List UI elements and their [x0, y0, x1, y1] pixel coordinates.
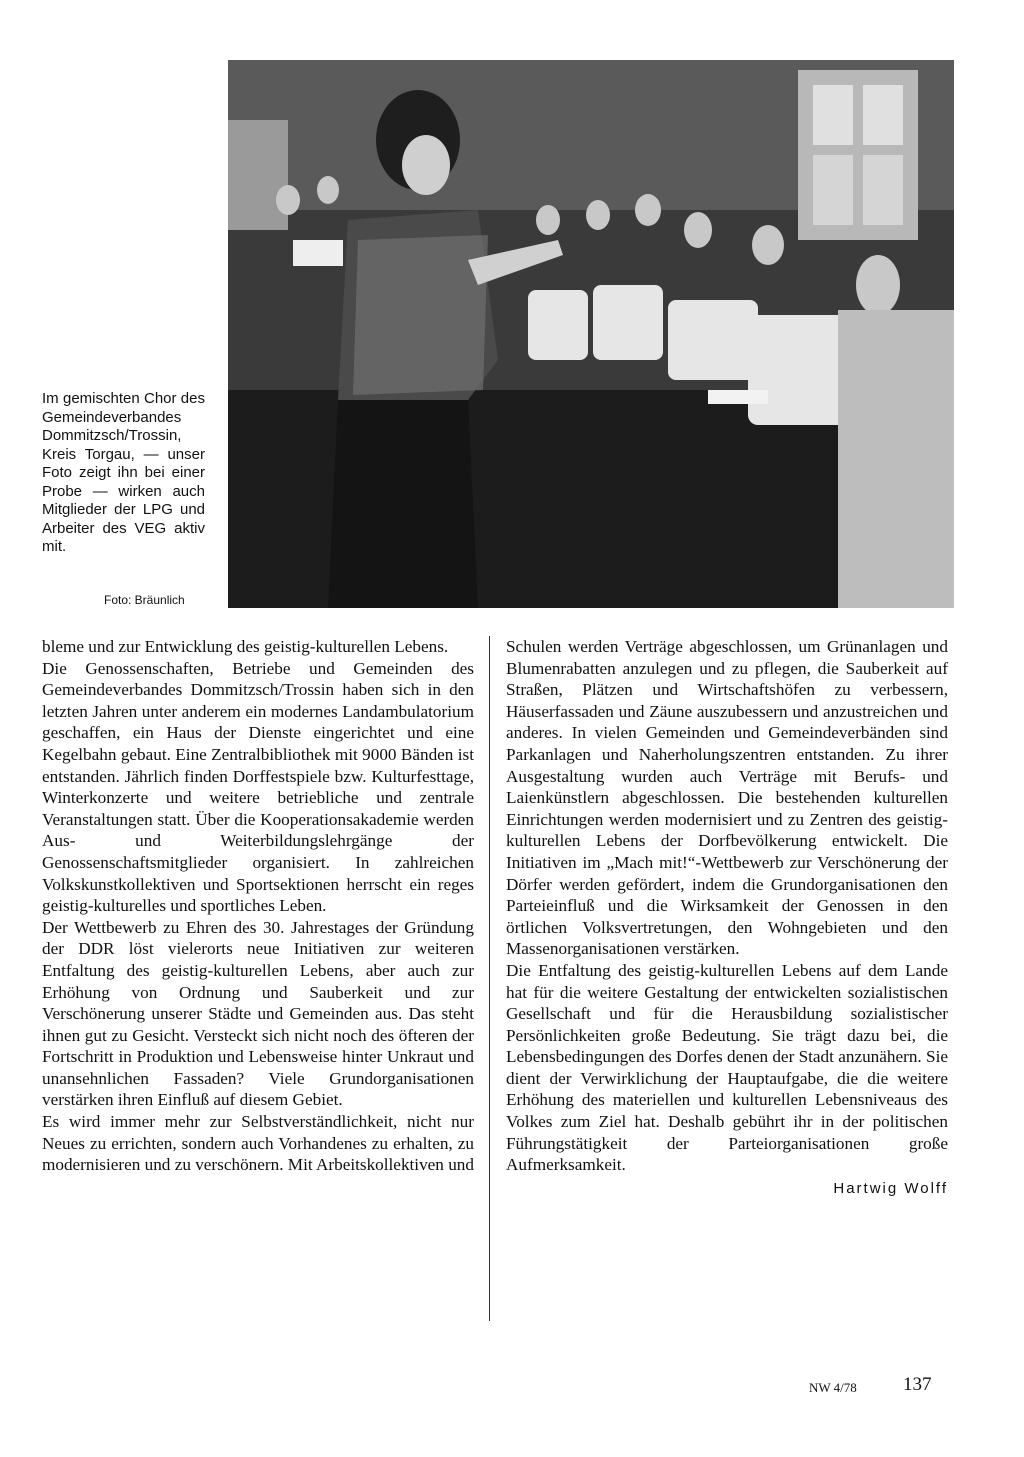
column-divider — [489, 636, 490, 1321]
article-paragraph: Die Entfaltung des geistig-kulturellen Lebens auf dem Lande hat für die weitere Gestaltung der entwickelten sozialistischen Gesellschaft und für die Herausbildung sozialistischer Persönlichkeiten große Bedeutung. Sie trägt dazu bei, die Lebensbedingungen des Dorfes denen der Stadt anzunähern. Sie dient der Verwirklichung der Hauptaufgabe, die die weitere Erhöhung des materiellen und kulturellen Lebensniveaus des Volkes zum Ziel hat. Deshalb gebührt ihr in der politischen Führungstätigkeit der Parteiorganisationen große Aufmerksamkeit. — [506, 960, 948, 1175]
photo-credit: Foto: Bräunlich — [104, 593, 185, 607]
choir-rehearsal-photo — [228, 60, 954, 608]
page-number: 137 — [903, 1374, 932, 1395]
article-column-left — [42, 636, 474, 1176]
article-paragraph: Schulen werden Verträge abgeschlossen, um Grünanlagen und Blumenrabatten anzulegen und zu pflegen, die Sauberkeit auf Straßen, Plätzen und Wirtschaftshöfen zu verbessern, Häuserfassaden und Zäune auszubessern und anzustreichen und anderes. In vielen Gemeinden und Gemeindeverbänden sind Parkanlagen und Naherholungszentren entstanden. Zu ihrer Ausgestaltung wurden auch Verträge mit Berufs- und Laienkünstlern abgeschlossen. Die bestehenden kulturellen Einrichtungen werden modernisiert und zu Zentren des geistig-kulturellen Lebens der Dorfbevölkerung entwickelt. Die Initiativen im „Mach mit!“-Wettbewerb zur Verschönerung der Dörfer werden gefördert, indem die Grundorganisationen den Parteieinfluß und die Wirksamkeit der Genossen in den örtlichen Volksvertretungen, den Wohngebieten und den Massenorganisationen verstärken. — [506, 637, 948, 959]
article-paragraph: Es wird immer mehr zur Selbstverständlichkeit, nicht nur Neues zu errichten, sondern auch Vorhandenes zu erhalten, zu modernisieren und zu verschönern. Mit Arbeitskollektiven und — [42, 1112, 474, 1175]
photo-illustration — [228, 60, 954, 608]
article-paragraph: Die Genossenschaften, Betriebe und Gemeinden des Gemeindeverbandes Dommitzsch/Trossin haben sich in den letzten Jahren unter anderem ein modernes Landambulatorium geschaffen, ein Haus der Dienste eingerichtet und eine Kegelbahn gebaut. Eine Zentralbibliothek mit 9000 Bänden ist entstanden. Jährlich finden Dorffestspiele bzw. Kulturfesttage, Winterkonzerte und weitere betriebliche und zentrale Veranstaltungen statt. Über die Kooperationsakademie werden Aus- und Weiterbildungslehrgänge der Genossenschaftsmitglieder organisiert. In zahlreichen Volkskunstkollektiven und Sportsektionen herrscht ein reges geistig-kulturelles und sportliches Leben. — [42, 658, 474, 916]
article-paragraph: Der Wettbewerb zu Ehren des 30. Jahrestages der Gründung der DDR löst vielerorts neue Initiativen zur weiteren Entfaltung des geistig-kulturellen Lebens, aber auch zur Erhöhung von Ordnung und Sauberkeit und zur Verschönerung unserer Städte und Gemeinden aus. Das steht ihnen gut zu Gesicht. Versteckt sich nicht noch des öfteren der Fortschritt in Produktion und Lebensweise hinter Unkraut und unansehnlichen Fassaden? Viele Grundorganisationen verstärken ihren Einfluß auf diesem Gebiet. — [42, 917, 474, 1110]
article-column-right — [506, 636, 948, 1199]
article-author: Hartwig Wolff — [833, 1179, 948, 1197]
photo-caption: Im gemischten Chor des Gemeindeverbandes Dommitzsch/Trossin, Kreis Torgau, — unser Foto zeigt ihn bei einer Probe — wirken auch Mitglieder der LPG und Arbeiter des VEG aktiv mit. — [42, 390, 205, 555]
issue-label: NW 4/78 — [809, 1380, 857, 1395]
article-paragraph: bleme und zur Entwicklung des geistig-kulturellen Lebens. — [42, 637, 449, 656]
